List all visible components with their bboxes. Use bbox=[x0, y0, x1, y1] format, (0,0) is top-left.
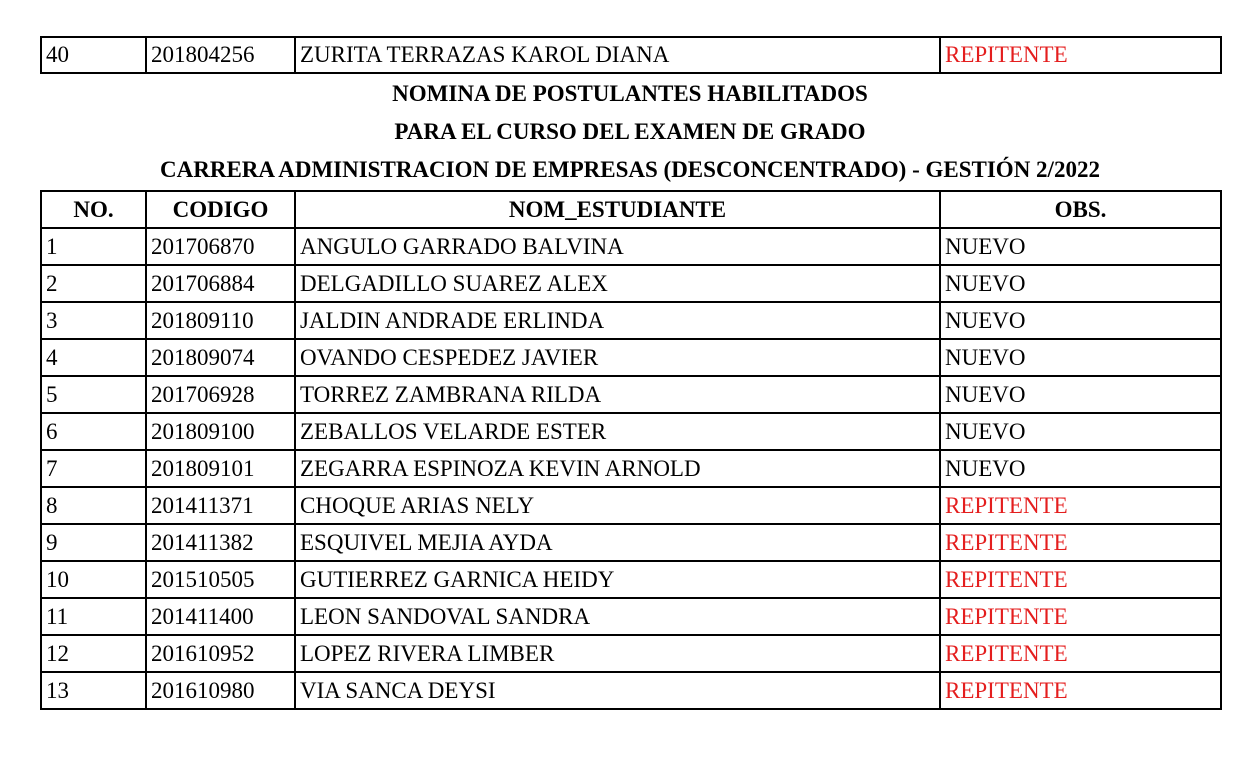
student-name: ZEGARRA ESPINOZA KEVIN ARNOLD bbox=[295, 450, 940, 487]
career-title: CARRERA ADMINISTRACION DE EMPRESAS (DESCONCENTRADO) - GESTIÓN 2/2022 bbox=[160, 157, 1100, 182]
student-name: TORREZ ZAMBRANA RILDA bbox=[295, 376, 940, 413]
row-number: 5 bbox=[41, 376, 146, 413]
observation: NUEVO bbox=[940, 228, 1221, 265]
observation: REPITENTE bbox=[940, 672, 1221, 709]
observation: REPITENTE bbox=[940, 635, 1221, 672]
table-row bbox=[41, 635, 1221, 672]
table-row bbox=[41, 413, 1221, 450]
students-table bbox=[40, 190, 1222, 710]
student-name: LEON SANDOVAL SANDRA bbox=[295, 598, 940, 635]
row-number: 2 bbox=[41, 265, 146, 302]
row-number: 8 bbox=[41, 487, 146, 524]
student-name: VIA SANCA DEYSI bbox=[295, 672, 940, 709]
student-code: 201809110 bbox=[146, 302, 295, 339]
table-row bbox=[41, 598, 1221, 635]
student-code: 201706928 bbox=[146, 376, 295, 413]
document-title: NOMINA DE POSTULANTES HABILITADOS bbox=[392, 81, 868, 106]
student-code: 201809100 bbox=[146, 413, 295, 450]
student-code: 201706884 bbox=[146, 265, 295, 302]
observation: REPITENTE bbox=[940, 487, 1221, 524]
student-code: 201809101 bbox=[146, 450, 295, 487]
row-number: 1 bbox=[41, 228, 146, 265]
student-code: 201804256 bbox=[146, 37, 295, 73]
student-code: 201411382 bbox=[146, 524, 295, 561]
observation: NUEVO bbox=[940, 302, 1221, 339]
observation: NUEVO bbox=[940, 376, 1221, 413]
student-name: ANGULO GARRADO BALVINA bbox=[295, 228, 940, 265]
row-number: 3 bbox=[41, 302, 146, 339]
observation: NUEVO bbox=[940, 265, 1221, 302]
row-number: 10 bbox=[41, 561, 146, 598]
row-number: 7 bbox=[41, 450, 146, 487]
student-name: GUTIERREZ GARNICA HEIDY bbox=[295, 561, 940, 598]
row-number: 11 bbox=[41, 598, 146, 635]
students-table-body bbox=[41, 228, 1221, 709]
row-number: 12 bbox=[41, 635, 146, 672]
column-header-codigo: CODIGO bbox=[146, 191, 295, 228]
table-row bbox=[41, 376, 1221, 413]
row-number: 9 bbox=[41, 524, 146, 561]
observation: REPITENTE bbox=[940, 37, 1221, 73]
row-number: 6 bbox=[41, 413, 146, 450]
table-row bbox=[41, 339, 1221, 376]
student-name: ZURITA TERRAZAS KAROL DIANA bbox=[295, 37, 940, 73]
student-code: 201809074 bbox=[146, 339, 295, 376]
observation: NUEVO bbox=[940, 413, 1221, 450]
observation: REPITENTE bbox=[940, 524, 1221, 561]
student-code: 201411371 bbox=[146, 487, 295, 524]
table-header-row bbox=[41, 191, 1221, 228]
student-name: ESQUIVEL MEJIA AYDA bbox=[295, 524, 940, 561]
row-number: 13 bbox=[41, 672, 146, 709]
table-row bbox=[41, 450, 1221, 487]
student-code: 201510505 bbox=[146, 561, 295, 598]
student-name: OVANDO CESPEDEZ JAVIER bbox=[295, 339, 940, 376]
student-name: JALDIN ANDRADE ERLINDA bbox=[295, 302, 940, 339]
column-header-obs: OBS. bbox=[940, 191, 1221, 228]
column-header-no: NO. bbox=[41, 191, 146, 228]
student-code: 201411400 bbox=[146, 598, 295, 635]
table-row bbox=[41, 228, 1221, 265]
table-row bbox=[41, 672, 1221, 709]
observation: REPITENTE bbox=[940, 598, 1221, 635]
student-name: DELGADILLO SUAREZ ALEX bbox=[295, 265, 940, 302]
student-name: CHOQUE ARIAS NELY bbox=[295, 487, 940, 524]
student-code: 201610980 bbox=[146, 672, 295, 709]
student-code: 201706870 bbox=[146, 228, 295, 265]
previous-page-row-table bbox=[40, 36, 1222, 74]
row-number: 4 bbox=[41, 339, 146, 376]
table-row bbox=[41, 265, 1221, 302]
student-name: LOPEZ RIVERA LIMBER bbox=[295, 635, 940, 672]
student-code: 201610952 bbox=[146, 635, 295, 672]
document-subtitle: PARA EL CURSO DEL EXAMEN DE GRADO bbox=[394, 119, 866, 144]
column-header-nombre: NOM_ESTUDIANTE bbox=[295, 191, 940, 228]
table-row bbox=[41, 524, 1221, 561]
observation: NUEVO bbox=[940, 450, 1221, 487]
table-row bbox=[41, 487, 1221, 524]
student-name: ZEBALLOS VELARDE ESTER bbox=[295, 413, 940, 450]
table-row bbox=[41, 37, 1221, 73]
row-number: 40 bbox=[41, 37, 146, 73]
table-row bbox=[41, 561, 1221, 598]
observation: NUEVO bbox=[940, 339, 1221, 376]
observation: REPITENTE bbox=[940, 561, 1221, 598]
table-row bbox=[41, 302, 1221, 339]
